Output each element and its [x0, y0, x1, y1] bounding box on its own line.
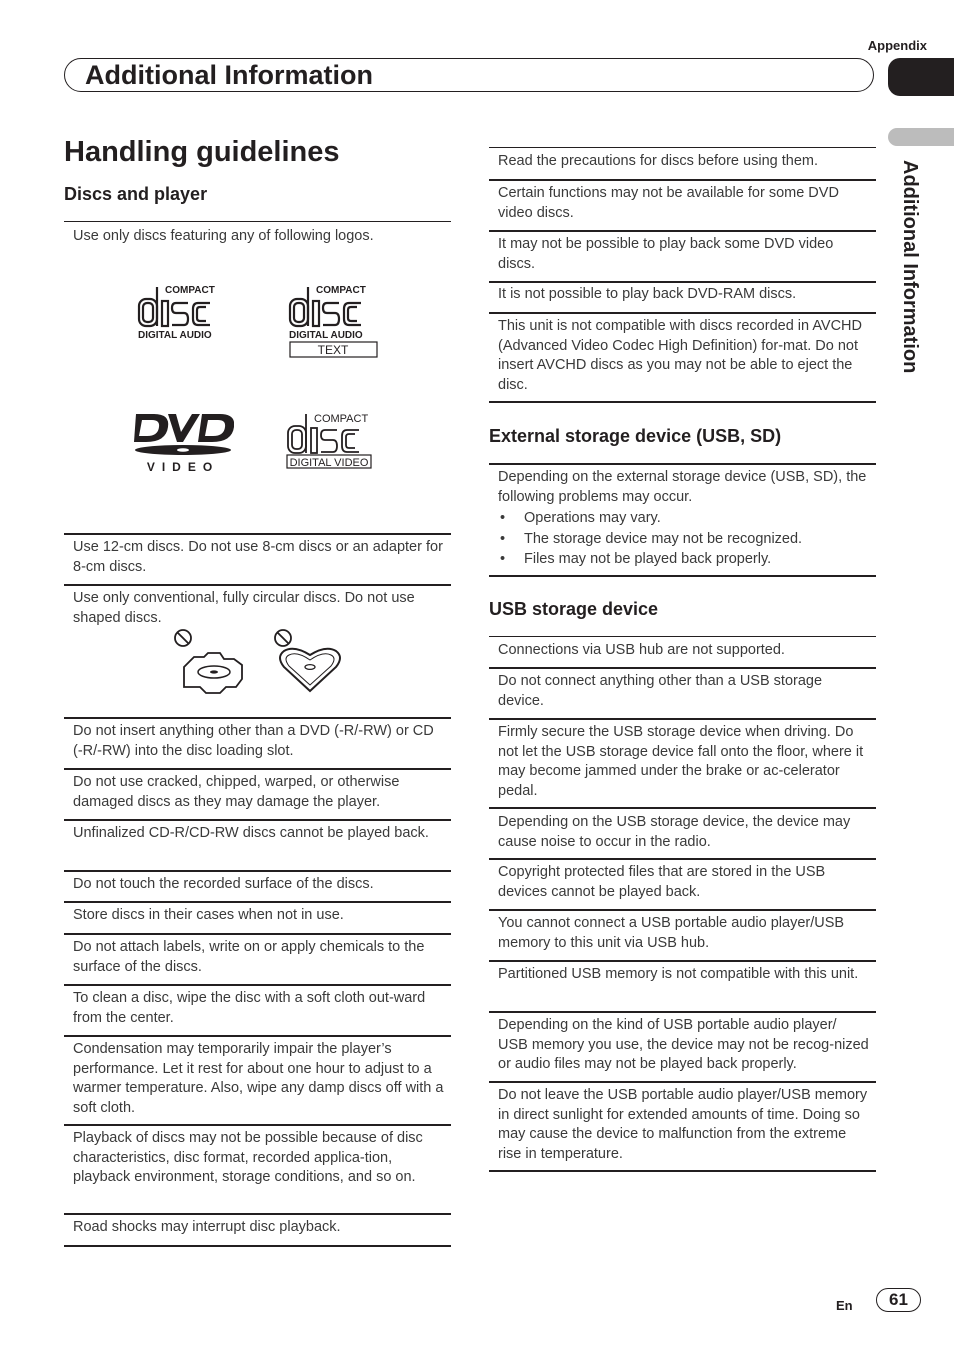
prohibited-heart-disc-icon — [270, 627, 350, 697]
divider — [64, 1035, 451, 1037]
usb-item: Depending on the kind of USB portable audio player/ USB memory you use, the device may not be recog-nized or audio files may not be played back properly. — [498, 1017, 869, 1072]
divider — [489, 909, 876, 911]
disc-item: Unfinalized CD-R/CD-RW discs cannot be played back. — [73, 825, 429, 841]
page-title: Handling guidelines — [64, 136, 340, 168]
disc-precaution-item: Read the precautions for discs before using them. — [498, 153, 818, 169]
prohibited-shaped-disc-icon — [170, 627, 254, 697]
disc-item: Do not insert anything other than a DVD (-R/-RW) or CD (-R/-RW) into the disc loading slot. — [73, 723, 434, 759]
usb-item: Do not leave the USB portable audio player/USB memory in direct sunlight for extended amounts of time. Doing so may cause the device to malfunction from the extreme rise in temperature. — [498, 1087, 868, 1162]
external-storage-heading: External storage device (USB, SD) — [489, 426, 782, 446]
divider — [489, 667, 876, 669]
disc-item: Do not use cracked, chipped, warped, or otherwise damaged discs as they may damage the player. — [73, 774, 400, 810]
external-storage-list — [498, 508, 870, 570]
usb-item: Connections via USB hub are not supported. — [498, 642, 785, 658]
usb-item: Firmly secure the USB storage device when driving. Do not let the USB storage device fall onto the floor, where it may become jammed under the brake or ac-celerator pedal. — [498, 724, 864, 799]
divider — [489, 718, 876, 720]
disc-precaution-item: It may not be possible to play back some DVD video discs. — [498, 236, 834, 272]
divider — [489, 230, 876, 232]
divider — [64, 533, 451, 535]
divider — [64, 768, 451, 770]
usb-item: Partitioned USB memory is not compatible with this unit. — [498, 966, 859, 982]
usb-item: Depending on the USB storage device, the device may cause noise to occur in the radio. — [498, 814, 851, 850]
divider — [64, 870, 451, 872]
divider — [489, 1081, 876, 1083]
section-tab-marker — [888, 58, 954, 96]
discs-player-heading: Discs and player — [64, 184, 208, 204]
divider — [489, 179, 876, 181]
usb-item: Copyright protected files that are stored in the USB devices cannot be played back. — [498, 864, 826, 900]
external-storage-box — [489, 468, 876, 570]
divider — [489, 858, 876, 860]
disc-item: To clean a disc, wipe the disc with a soft cloth out-ward from the center. — [73, 990, 426, 1026]
dvd-video-logo — [132, 410, 234, 474]
language-label: En — [836, 1298, 853, 1313]
section-tab-grey — [888, 128, 954, 146]
divider — [489, 281, 876, 283]
divider — [489, 1170, 876, 1172]
usb-storage-heading: USB storage device — [489, 599, 659, 619]
divider — [64, 584, 451, 586]
logo-video-text: VIDEO — [146, 460, 220, 474]
list-item: • The storage device may not be recognized. — [498, 529, 870, 550]
compact-disc-digital-audio-logo — [136, 283, 230, 341]
disc-item: Do not touch the recorded surface of the discs. — [73, 876, 374, 892]
compact-disc-text-logo — [287, 283, 381, 361]
disc-precaution-item: Certain functions may not be available for some DVD video discs. — [498, 185, 839, 221]
disc-item: Condensation may temporarily impair the player’s performance. Let it rest for about one hour to adjust to a warmer temperature. Also, wipe any damp discs off with a soft cloth. — [73, 1041, 444, 1116]
divider — [64, 717, 451, 719]
disc-item: Use 12-cm discs. Do not use 8-cm discs or an adapter for 8-cm discs. — [73, 539, 443, 575]
section-title: Additional Information — [85, 60, 373, 90]
divider — [489, 575, 876, 577]
disc-item: Road shocks may interrupt disc playback. — [73, 1219, 341, 1235]
appendix-label: Appendix — [867, 38, 927, 53]
disc-precaution-item: This unit is not compatible with discs recorded in AVCHD (Advanced Video Codec High Definition) for-mat. Do not insert AVCHD discs as you may not be able to eject the disc. — [498, 318, 862, 393]
divider — [64, 933, 451, 935]
divider — [64, 901, 451, 903]
usb-item: You cannot connect a USB portable audio player/USB memory to this unit via USB hub. — [498, 915, 845, 951]
compact-disc-digital-video-logo — [285, 410, 379, 472]
section-header-bar — [64, 58, 874, 92]
list-item: • Operations may vary. — [498, 508, 870, 529]
divider — [489, 807, 876, 809]
divider — [64, 1124, 451, 1126]
divider — [489, 960, 876, 962]
disc-item: Playback of discs may not be possible because of disc characteristics, disc format, recorded applica-tion, playback environment, storage conditions, and so on. — [73, 1130, 423, 1185]
external-storage-intro: Depending on the external storage device (USB, SD), the following problems may occur. — [498, 469, 867, 505]
logo-digital-video-text: DIGITAL VIDEO — [289, 457, 369, 469]
usb-item: Do not connect anything other than a USB storage device. — [498, 673, 823, 709]
divider — [489, 463, 876, 465]
divider — [489, 312, 876, 314]
divider — [64, 1213, 451, 1215]
disc-precaution-item: It is not possible to play back DVD-RAM discs. — [498, 286, 797, 302]
logo-compact-text: COMPACT — [165, 285, 215, 296]
disc-item: Use only conventional, fully circular discs. Do not use shaped discs. — [73, 590, 415, 626]
divider — [64, 1245, 451, 1247]
logo-compact-text: COMPACT — [316, 285, 366, 296]
divider — [489, 401, 876, 403]
logo-compact-text: COMPACT — [314, 413, 369, 425]
logo-text-box-label: TEXT — [317, 343, 349, 357]
disc-item: Store discs in their cases when not in use. — [73, 907, 344, 923]
divider — [489, 1011, 876, 1013]
side-section-label: Additional Information — [899, 160, 921, 374]
logos-intro: Use only discs featuring any of following logos. — [73, 228, 374, 244]
logo-digital-audio-text: DIGITAL AUDIO — [138, 330, 212, 341]
logo-digital-audio-text: DIGITAL AUDIO — [289, 330, 363, 341]
divider — [489, 636, 876, 637]
page-number: 61 — [876, 1288, 921, 1312]
list-item: • Files may not be played back properly. — [498, 549, 870, 570]
divider — [64, 984, 451, 986]
divider — [64, 819, 451, 821]
divider — [64, 221, 451, 222]
divider — [489, 147, 876, 148]
disc-item: Do not attach labels, write on or apply chemicals to the surface of the discs. — [73, 939, 425, 975]
